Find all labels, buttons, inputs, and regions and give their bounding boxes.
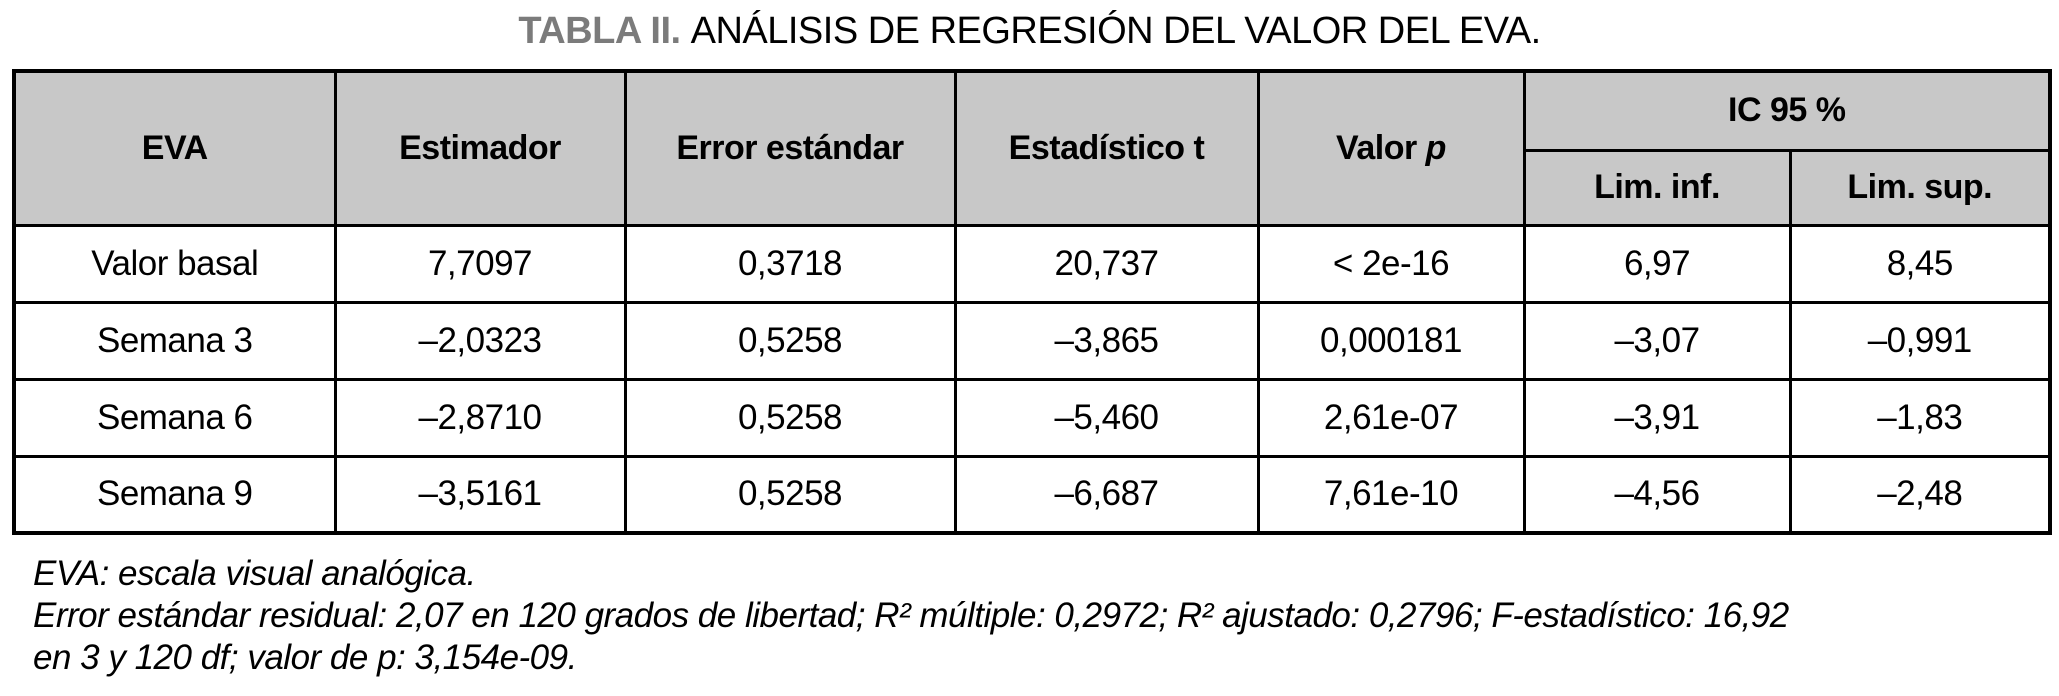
- table-row-semana-3: [14, 302, 2050, 379]
- valor-p-symbol: p: [1425, 128, 1446, 167]
- col-header-eva: EVA: [14, 71, 335, 225]
- col-header-estimador: Estimador: [335, 71, 625, 225]
- table-cell: –2,0323: [335, 302, 625, 379]
- table-cell: –3,91: [1524, 379, 1790, 456]
- table-cell: Semana 6: [14, 379, 335, 456]
- table-cell: 7,61e-10: [1258, 456, 1524, 533]
- table-cell: Semana 9: [14, 456, 335, 533]
- table-title: [0, 10, 2059, 53]
- table-cell: Valor basal: [14, 225, 335, 302]
- table-cell: –2,48: [1790, 456, 2050, 533]
- table-row-semana-9: [14, 456, 2050, 533]
- table-cell: –3,865: [955, 302, 1258, 379]
- table-cell: –4,56: [1524, 456, 1790, 533]
- table-cell: < 2e-16: [1258, 225, 1524, 302]
- footnote-line: Error estándar residual: 2,07 en 120 grados de libertad; R² múltiple: 0,2972; R² ajustado: 0,2796; F-estadístico: 16,92: [33, 596, 1789, 635]
- table-title-label: TABLA II.: [518, 10, 681, 52]
- table-cell: 0,5258: [625, 456, 955, 533]
- table-cell: 20,737: [955, 225, 1258, 302]
- table-cell: –2,8710: [335, 379, 625, 456]
- footnote-line: EVA: escala visual analógica.: [33, 554, 476, 593]
- valor-p-label: Valor: [1336, 128, 1417, 167]
- table-title-text: ANÁLISIS DE REGRESIÓN DEL VALOR DEL EVA.: [690, 10, 1541, 52]
- col-header-lim-inf: Lim. inf.: [1524, 150, 1790, 225]
- table-row-semana-6: [14, 379, 2050, 456]
- col-header-error-estandar: Error estándar: [625, 71, 955, 225]
- table-cell: –5,460: [955, 379, 1258, 456]
- table-cell: –1,83: [1790, 379, 2050, 456]
- table-footnotes: [33, 553, 2059, 679]
- table-cell: –3,07: [1524, 302, 1790, 379]
- table-cell: 6,97: [1524, 225, 1790, 302]
- table-cell: 8,45: [1790, 225, 2050, 302]
- table-row-valor-basal: [14, 225, 2050, 302]
- table-cell: 2,61e-07: [1258, 379, 1524, 456]
- footnote-line: en 3 y 120 df; valor de p: 3,154e-09.: [33, 638, 577, 677]
- col-header-lim-sup: Lim. sup.: [1790, 150, 2050, 225]
- col-header-ic95: IC 95 %: [1524, 71, 2050, 150]
- table-cell: 7,7097: [335, 225, 625, 302]
- col-header-estadistico-t: Estadístico t: [955, 71, 1258, 225]
- regression-table: [12, 69, 2052, 535]
- table-cell: Semana 3: [14, 302, 335, 379]
- page: [0, 10, 2059, 696]
- table-cell: 0,3718: [625, 225, 955, 302]
- table-cell: –0,991: [1790, 302, 2050, 379]
- table-cell: 0,5258: [625, 379, 955, 456]
- table-cell: 0,000181: [1258, 302, 1524, 379]
- table-cell: 0,5258: [625, 302, 955, 379]
- table-cell: –6,687: [955, 456, 1258, 533]
- col-header-valor-p: [1258, 71, 1524, 225]
- table-cell: –3,5161: [335, 456, 625, 533]
